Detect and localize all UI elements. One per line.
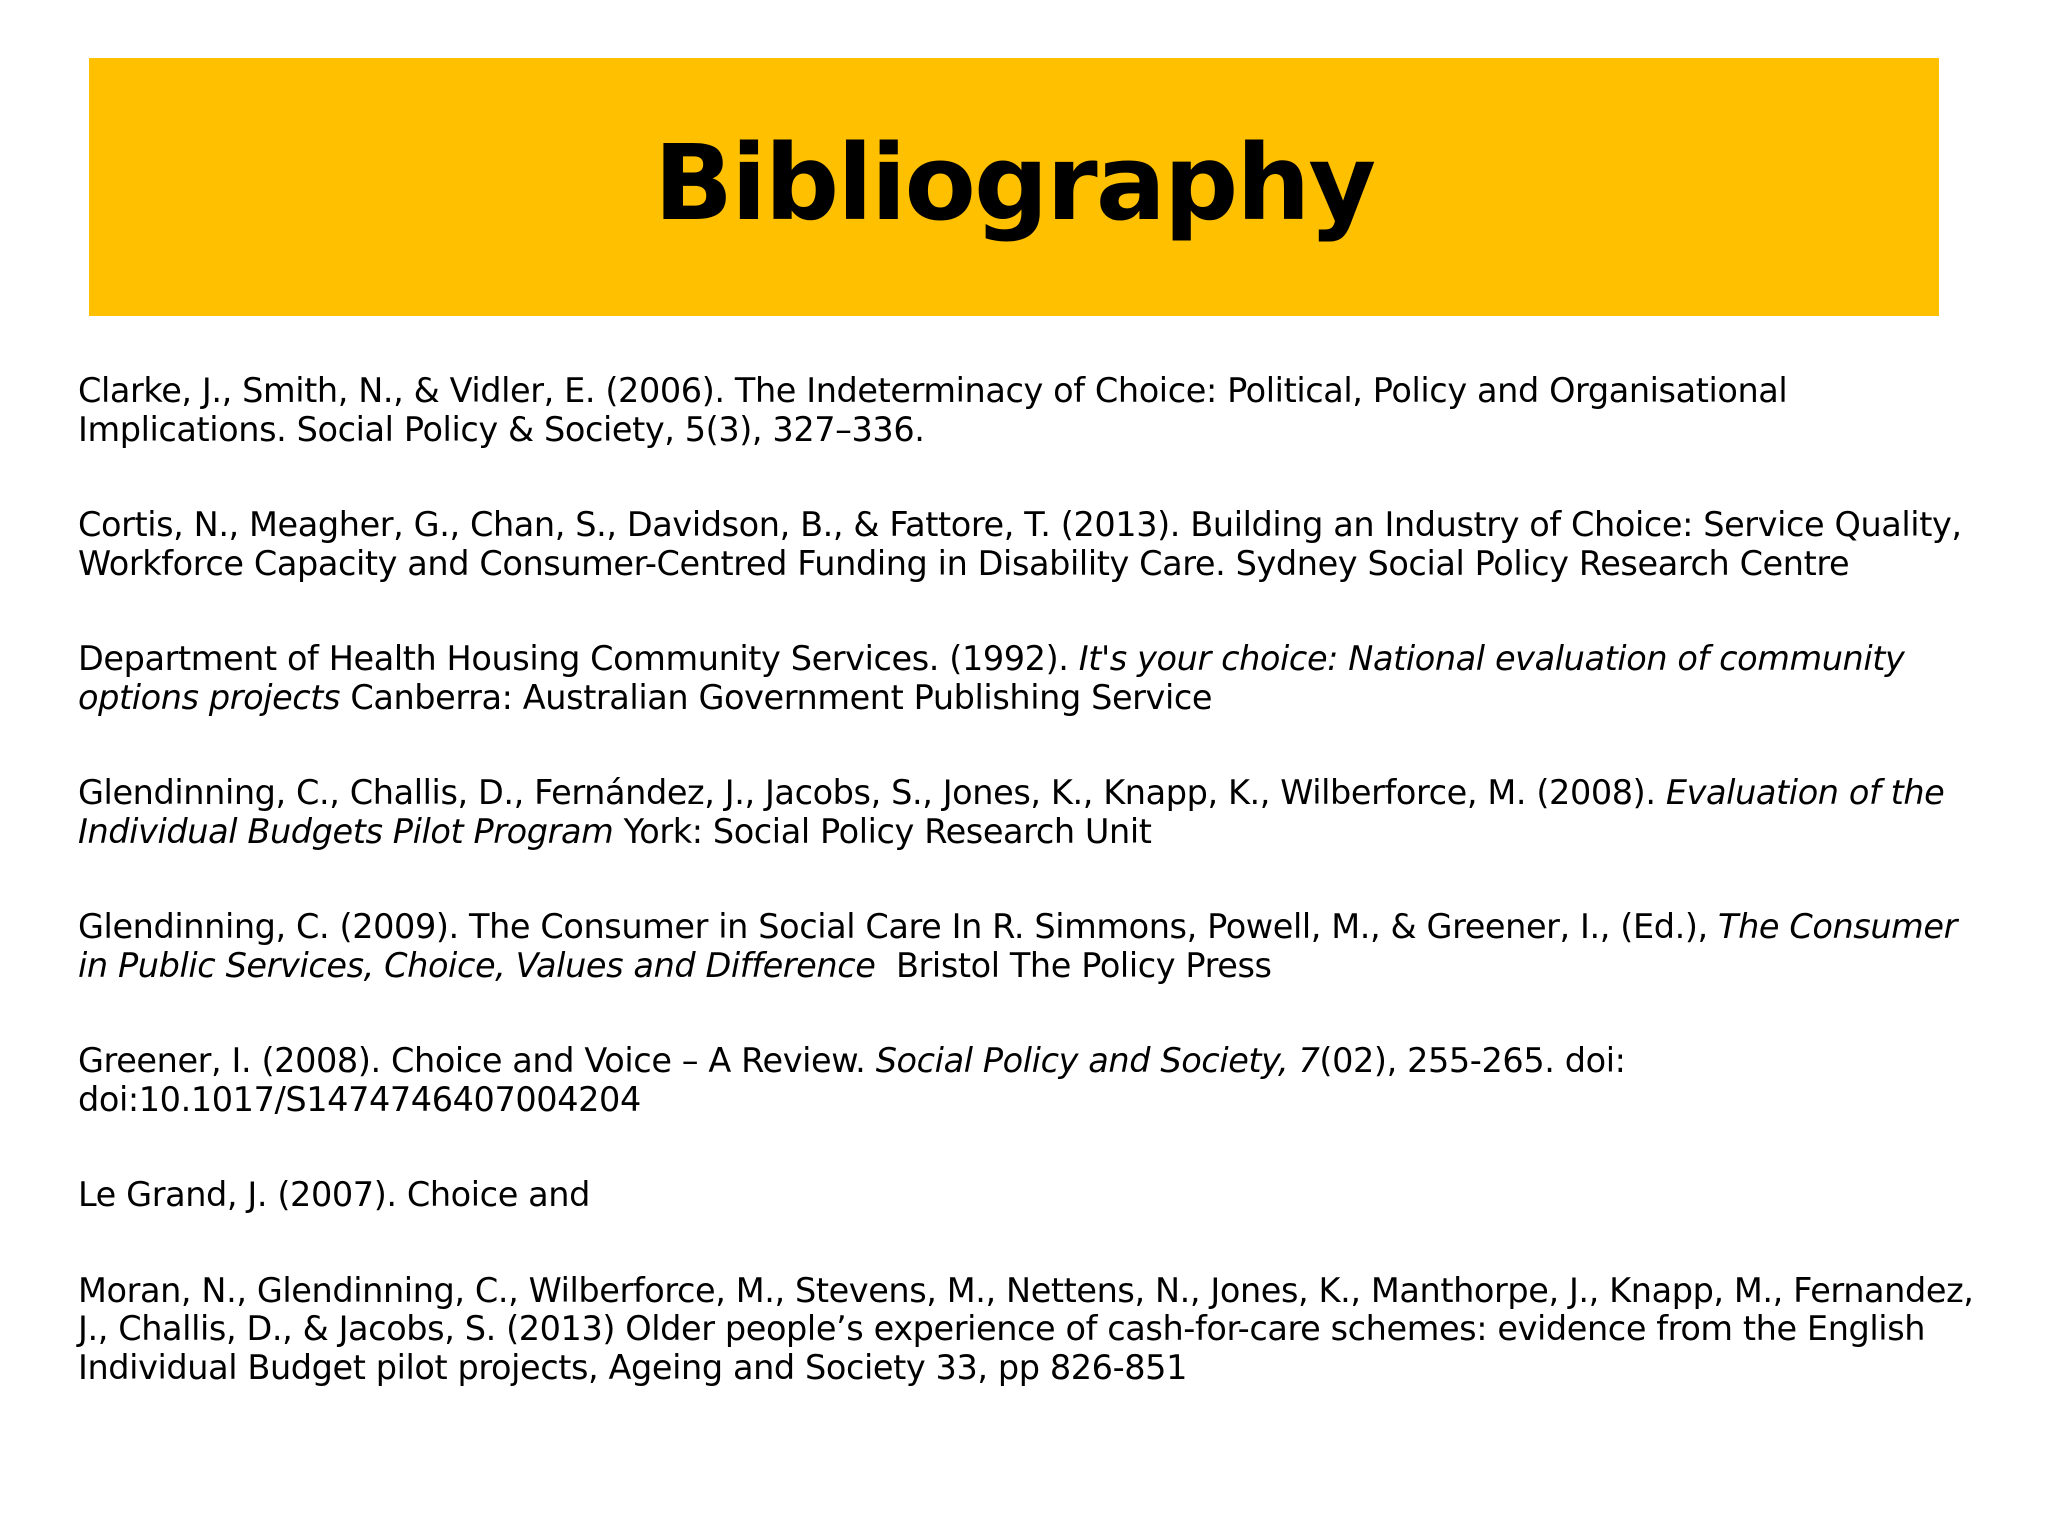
reference-journal-italic: Social Policy and Society, 7 <box>875 1041 1320 1080</box>
slide-title: Bibliography <box>653 122 1375 244</box>
reference-text: Department of Health Housing Community Services. (1992). <box>78 639 1079 678</box>
reference-text: Le Grand, J. (2007). Choice and <box>78 1175 590 1214</box>
reference-entry <box>78 1176 1978 1215</box>
reference-text: Cortis, N., Meagher, G., Chan, S., Davidson, B., & Fattore, T. (2013). Building an Industry of Choice: Service Quality, Workforce Capacity and Consumer-Centred Funding in Disability Care. Sydney Social Policy Research Centre <box>78 505 1962 583</box>
reference-doi: (02), 255-265. doi: doi:10.1017/S1474746407004204 <box>78 1041 1626 1119</box>
reference-entry <box>78 908 1978 985</box>
reference-list <box>78 372 1978 1444</box>
reference-entry <box>78 506 1978 583</box>
reference-title-italic: Evaluation of the Individual Budgets Pilot Program <box>78 773 1945 851</box>
reference-title-italic: The Consumer in Public Services, Choice, Values and Difference <box>78 907 1957 985</box>
title-banner <box>89 58 1939 316</box>
reference-entry <box>78 774 1978 851</box>
reference-entry <box>78 1272 1978 1388</box>
reference-text: Clarke, J., Smith, N., & Vidler, E. (2006). The Indeterminacy of Choice: Political, Policy and Organisational Implications. Social Policy & Society, 5(3), 327–336. <box>78 371 1788 449</box>
reference-text: Glendinning, C. (2009). The Consumer in Social Care In R. Simmons, Powell, M., & Greener, I., (Ed.), <box>78 907 1718 946</box>
reference-publisher: York: Social Policy Research Unit <box>613 811 1152 851</box>
reference-text: Greener, I. (2008). Choice and Voice – A Review. <box>78 1041 876 1080</box>
reference-publisher: Bristol The Policy Press <box>875 945 1272 985</box>
reference-text: Glendinning, C., Challis, D., Fernández, J., Jacobs, S., Jones, K., Knapp, K., Wilberforce, M. (2008). <box>78 773 1666 812</box>
reference-text: Moran, N., Glendinning, C., Wilberforce, M., Stevens, M., Nettens, N., Jones, K., Manthorpe, J., Knapp, M., Fernandez, J., Challis, D., & Jacobs, S. (2013) Older people’s experience of cash-for-care schemes: evidence from the English Individual Budget pilot projects, Ageing and Society 33, pp 826-851 <box>78 1270 1974 1387</box>
reference-entry <box>78 372 1978 449</box>
reference-entry <box>78 640 1978 717</box>
reference-entry <box>78 1042 1978 1119</box>
reference-publisher: Canberra: Australian Government Publishing Service <box>340 677 1213 717</box>
reference-title-italic: It's your choice: National evaluation of community options projects <box>78 639 1905 717</box>
